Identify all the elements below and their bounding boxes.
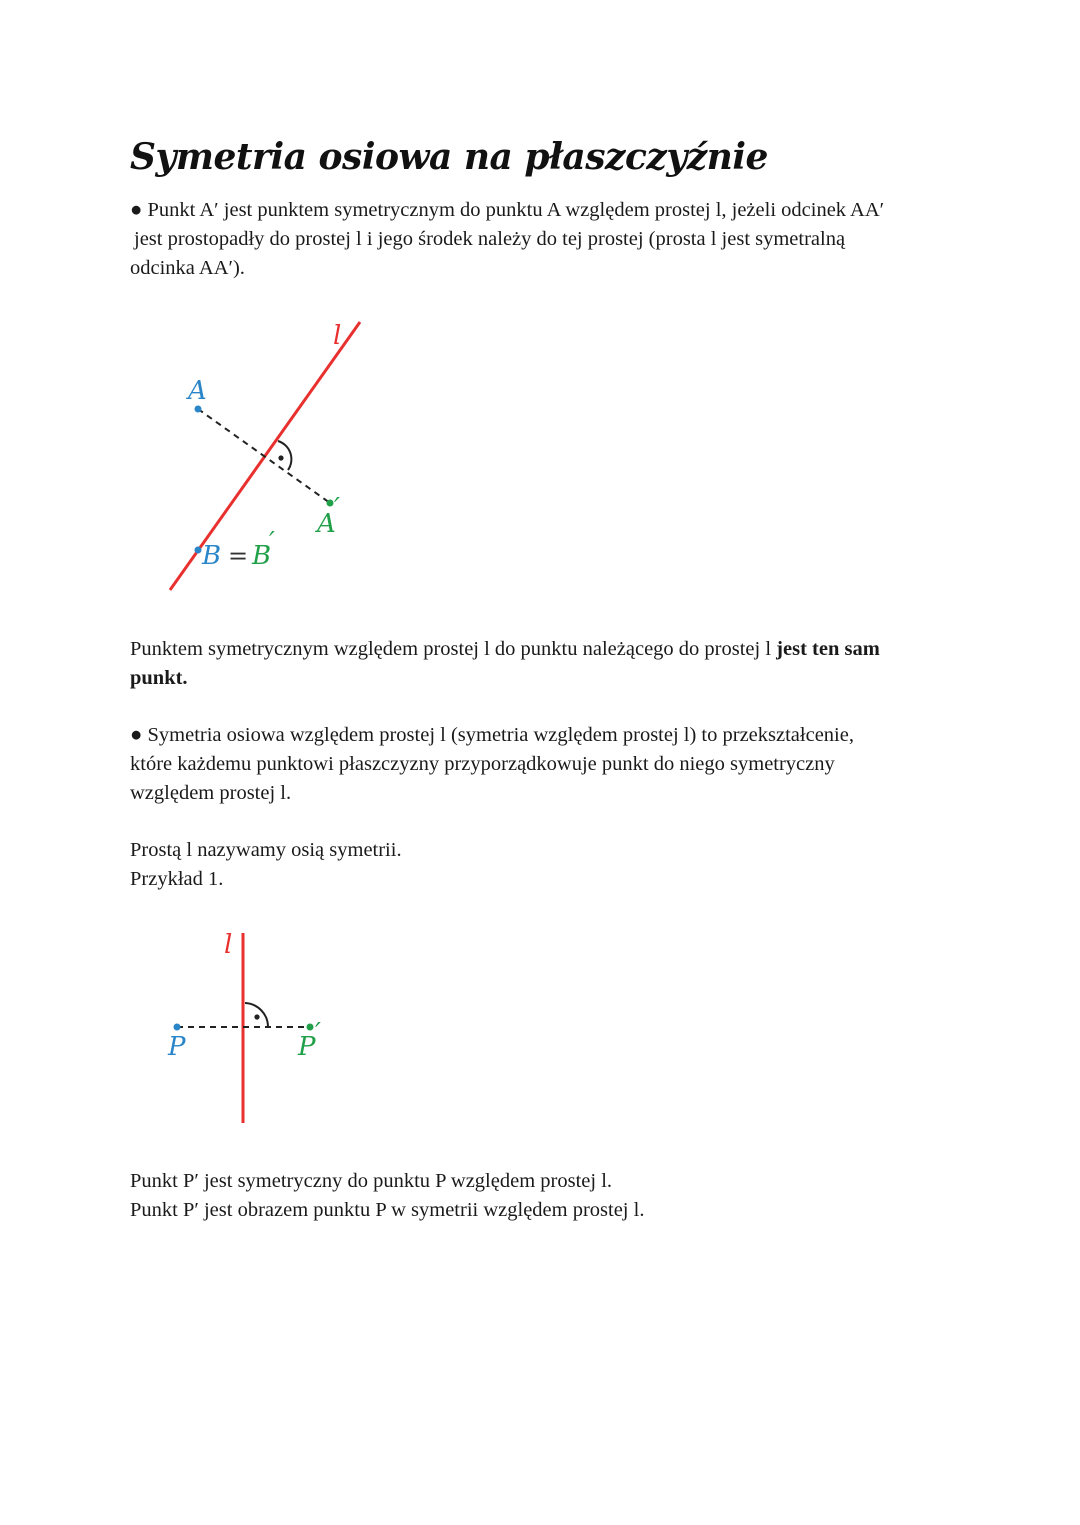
same-point-paragraph [130, 635, 960, 693]
point-b-dot [195, 547, 202, 554]
conclusion-line-1: Punkt P′ jest symetryczny do punktu P względem prostej l. [130, 1170, 613, 1192]
point-b-label: B [202, 541, 222, 571]
same-point-line-2: punkt. [130, 667, 188, 689]
point-p-label: P [168, 1032, 186, 1062]
point-a-label: A [188, 376, 207, 406]
conclusion-line-2: Punkt P′ jest obrazem punktu P w symetrii względem prostej l. [130, 1199, 645, 1221]
page-title: Symetria osiowa na płaszczyźnie [130, 136, 768, 178]
point-p-prime-dot [307, 1024, 314, 1031]
point-p-prime-mark: ′ [315, 1018, 321, 1048]
segment-aa-prime [198, 409, 330, 503]
definition-line-1: ● Punkt A′ jest punktem symetrycznym do punktu A względem prostej l, jeżeli odcinek AA′ [130, 199, 885, 221]
point-p-prime-label: P [298, 1032, 316, 1062]
point-a-prime-dot [327, 500, 334, 507]
bullet-icon: ● [130, 724, 143, 746]
definition-line-3: odcinka AA′). [130, 257, 245, 279]
axis-line-text: Prostą l nazywamy osią symetrii. [130, 839, 402, 861]
definition-line-2: jest prostopadły do prostej l i jego środek należy do tej prostej (prosta l jest symetralną [134, 228, 846, 250]
right-angle-dot [278, 455, 283, 460]
symmetry-figure-2 [160, 925, 360, 1130]
axis-label-l: l [333, 321, 342, 351]
symmetry-figure-1 [150, 310, 410, 610]
definition-paragraph [130, 196, 960, 283]
same-point-line-1: Punktem symetrycznym względem prostej l do punktu należącego do prostej l jest ten sam [130, 638, 880, 660]
symmetry-def-line-3: względem prostej l. [130, 782, 292, 804]
point-b-prime-label: B [252, 541, 272, 571]
symmetry-definition-paragraph [130, 721, 960, 808]
symmetry-def-line-1: ● Symetria osiowa względem prostej l (symetria względem prostej l) to przekształcenie, [130, 724, 854, 746]
conclusion-paragraph [130, 1167, 960, 1225]
point-b-prime-mark: ′ [269, 527, 275, 557]
symmetry-def-line-2: które każdemu punktowi płaszczyzny przyporządkowuje punkt do niego symetryczny [130, 753, 835, 775]
equals-sign: = [228, 542, 249, 570]
axis-paragraph [130, 836, 960, 894]
bullet-icon: ● [130, 199, 143, 221]
point-a-prime-label: A [317, 509, 336, 539]
right-angle-arc [278, 441, 291, 470]
point-a-dot [195, 406, 202, 413]
example-heading: Przykład 1. [130, 868, 224, 890]
right-angle-dot [254, 1014, 259, 1019]
axis-label-l: l [224, 930, 233, 960]
point-a-prime-mark: ′ [334, 493, 340, 523]
point-p-dot [174, 1024, 181, 1031]
